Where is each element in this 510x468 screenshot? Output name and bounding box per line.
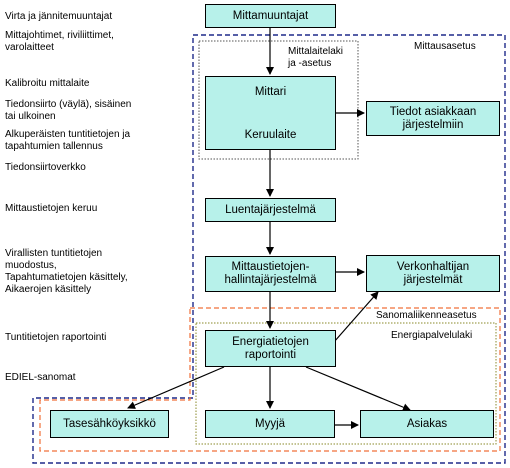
box-luentajarjestelma: Luentajärjestelmä xyxy=(205,198,336,222)
box-verkonhaltijan: Verkonhaltijan järjestelmät xyxy=(366,255,500,292)
label-ediel: EDIEL-sanomat xyxy=(5,372,76,383)
box-asiakas: Asiakas xyxy=(360,410,494,438)
box-tiedot-asiakkaan: Tiedot asiakkaan järjestelmiin xyxy=(366,101,500,136)
mittari-label: Mittari xyxy=(254,86,287,98)
label-energiapalvelulaki: Energiapalvelulaki xyxy=(391,330,473,341)
label-kalibroitu: Kalibroitu mittalaite xyxy=(5,78,90,89)
label-mittajohtimet: Mittajohtimet, riviliittimet, varolaitteet xyxy=(5,30,114,53)
arrow-energiatiedot-verkonhaltija xyxy=(334,292,378,342)
box-tasesahkoyksikko: Tasesähköyksikkö xyxy=(50,410,169,438)
label-keruu: Mittaustietojen keruu xyxy=(5,203,98,214)
label-viralliset: Virallisten tuntitietojen muodostus, Tapahtumatietojen käsittely, Aikaerojen käsittely xyxy=(5,248,128,295)
box-mittari xyxy=(205,76,336,150)
label-mittausasetus: Mittausasetus xyxy=(414,41,476,52)
label-raportointi: Tuntitietojen raportointi xyxy=(5,332,107,343)
box-myyja: Myyjä xyxy=(205,410,335,438)
label-tiedonsiirto-vayla: Tiedonsiirto (väylä), sisäinen tai ulkoinen xyxy=(5,99,132,122)
label-alkuperaiset: Alkuperäisten tuntitietojen ja tapahtumien tallennus xyxy=(5,129,131,152)
label-tiedonsiirtoverkko: Tiedonsiirtoverkko xyxy=(5,162,86,173)
box-energiatiedot: Energiatietojen raportointi xyxy=(205,330,336,367)
label-mittalaitelaki: Mittalaitelaki ja -asetus xyxy=(288,46,344,69)
label-sanomaliikenne: Sanomaliikenneasetus xyxy=(376,310,477,321)
box-hallintajarjestelma: Mittaustietojen- hallintajärjestelmä xyxy=(205,256,336,292)
arrow-energiatiedot-asiakas xyxy=(306,367,410,410)
label-virta: Virta ja jännitemuuntajat xyxy=(5,11,113,22)
keruulaite-label: Keruulaite xyxy=(244,129,297,141)
box-mittamuuntajat: Mittamuuntajat xyxy=(205,4,336,28)
